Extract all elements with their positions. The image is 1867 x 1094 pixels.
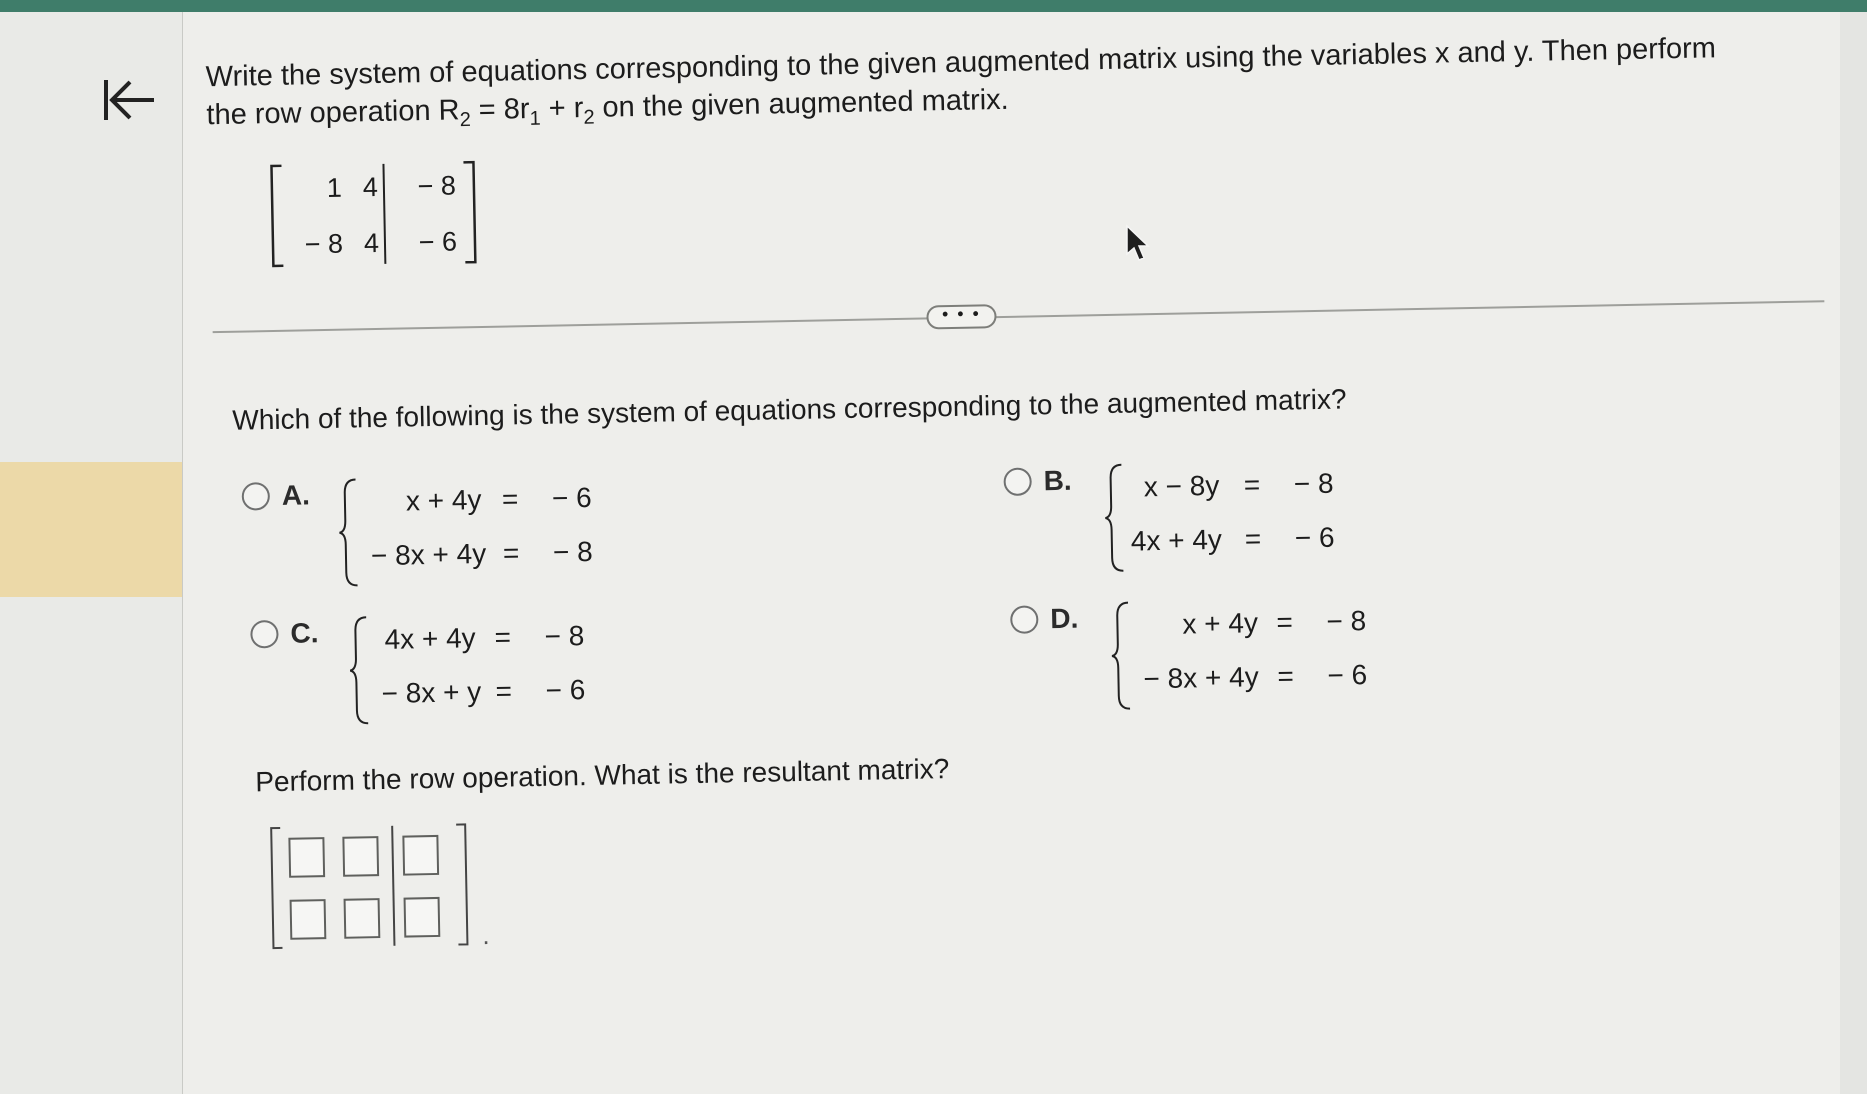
option-d-label: D. xyxy=(1050,602,1079,635)
option-b-eq1-lhs: x − 8y xyxy=(1143,469,1220,503)
answer-cell-r2c2[interactable] xyxy=(344,898,381,939)
option-a-eq2-rhs: − 8 xyxy=(552,535,593,568)
question-system-of-equations: Which of the following is the system of equations corresponding to the augmented matrix? xyxy=(232,383,1347,436)
option-a-eq2-equals: = xyxy=(502,537,520,569)
answer-cell-r1c1[interactable] xyxy=(288,837,325,878)
left-brace-icon xyxy=(1101,462,1127,574)
option-c-radio[interactable] xyxy=(250,620,279,649)
given-matrix-cell: − 8 xyxy=(417,170,457,202)
option-d-eq2-equals: = xyxy=(1277,660,1295,692)
option-d-eq2-lhs: − 8x + 4y xyxy=(1143,661,1259,695)
section-divider xyxy=(213,300,1825,333)
option-b-eq2-equals: = xyxy=(1244,523,1262,555)
option-b-label: B. xyxy=(1043,464,1072,497)
option-b-radio[interactable] xyxy=(1003,467,1032,496)
option-b-eq1-equals: = xyxy=(1243,469,1261,501)
instruction-line-1: Write the system of equations corresponding to the given augmented matrix using the variables x and y. Then perform xyxy=(205,32,1717,94)
left-brace-icon xyxy=(1108,600,1134,712)
option-a-eq1-lhs: x + 4y xyxy=(405,484,482,517)
option-d-radio[interactable] xyxy=(1010,605,1039,634)
option-b-eq2-lhs: 4x + 4y xyxy=(1130,523,1223,557)
option-a-eq2-lhs: − 8x + 4y xyxy=(370,537,487,572)
given-matrix-cell: 4 xyxy=(362,171,379,203)
given-matrix-cell: 1 xyxy=(326,172,343,203)
answer-cell-r2c1[interactable] xyxy=(290,899,327,940)
option-d-eq1-lhs: x + 4y xyxy=(1182,607,1259,640)
given-matrix-cell: − 8 xyxy=(304,228,344,260)
left-brace-icon xyxy=(346,614,372,726)
option-b-eq1-rhs: − 8 xyxy=(1293,467,1334,500)
option-d-eq1-equals: = xyxy=(1276,606,1294,638)
option-c-eq2-equals: = xyxy=(495,675,513,707)
option-a-eq1-rhs: − 6 xyxy=(551,481,592,514)
given-matrix-cell: 4 xyxy=(363,227,380,259)
option-c-eq2-lhs: − 8x + y xyxy=(381,676,482,709)
answer-cell-r1c3[interactable] xyxy=(402,835,439,876)
option-c-eq1-rhs: − 8 xyxy=(544,620,585,652)
option-c-label: C. xyxy=(290,617,319,649)
option-b-eq2-rhs: − 6 xyxy=(1294,521,1335,554)
instruction-line-2: the row operation $R_2 = 8r_1 + r_2$ on the given augmented matrix. xyxy=(206,83,1009,132)
more-button[interactable]: • • • xyxy=(926,304,996,329)
option-c-eq1-lhs: 4x + 4y xyxy=(384,622,476,655)
option-c-eq2-rhs: − 6 xyxy=(545,674,586,706)
answer-cell-r2c3[interactable] xyxy=(404,897,441,938)
option-c-eq1-equals: = xyxy=(494,621,512,653)
option-a-eq1-equals: = xyxy=(501,483,519,515)
answer-cell-r1c2[interactable] xyxy=(342,836,379,877)
question-resultant-matrix: Perform the row operation. What is the resultant matrix? xyxy=(254,753,950,798)
answer-period: . xyxy=(481,919,490,951)
given-matrix-cell: − 6 xyxy=(418,226,458,258)
mouse-pointer-icon xyxy=(1124,224,1152,264)
left-brace-icon xyxy=(335,476,361,588)
option-a-label: A. xyxy=(281,479,311,511)
option-d-eq2-rhs: − 6 xyxy=(1327,659,1368,691)
option-a-radio[interactable] xyxy=(242,482,271,511)
option-d-eq1-rhs: − 8 xyxy=(1326,605,1367,637)
